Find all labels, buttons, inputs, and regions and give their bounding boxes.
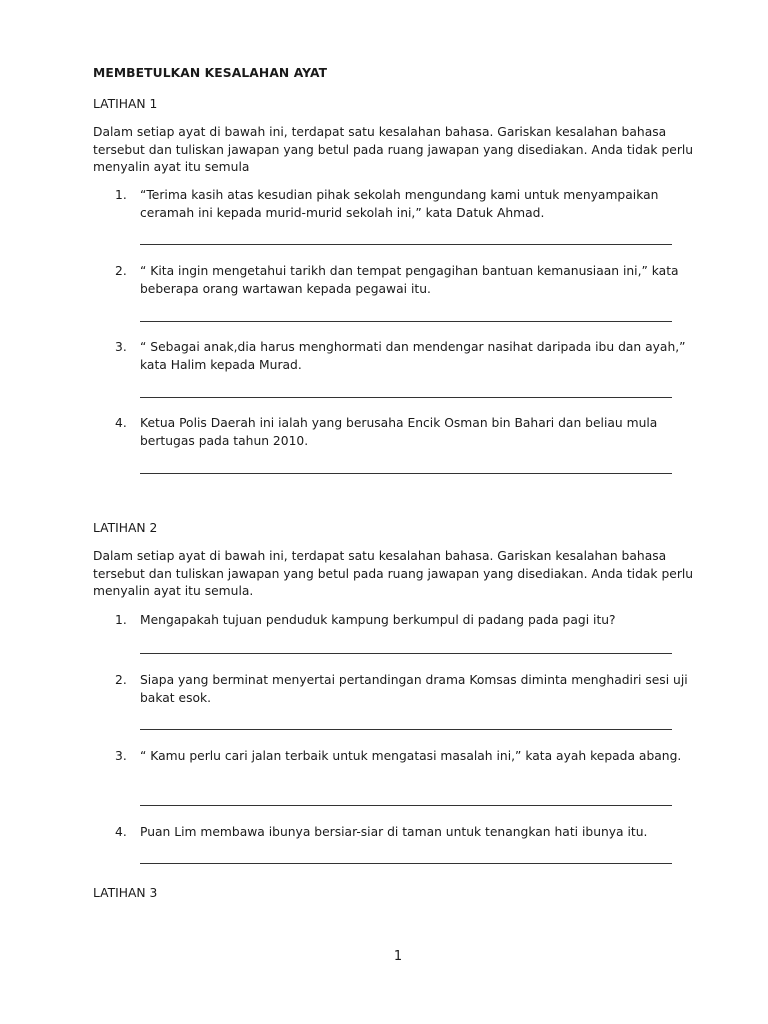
question-text: “ Kamu perlu cari jalan terbaik untuk mengatasi masalah ini,” kata ayah kepada abang. xyxy=(140,749,682,763)
question-number: 4. xyxy=(115,825,127,839)
question-number: 2. xyxy=(115,673,127,687)
latihan-2-answer-line-3[interactable] xyxy=(140,805,672,806)
latihan-2-answer-line-1[interactable] xyxy=(140,653,672,654)
latihan-1-instruction: Dalam setiap ayat di bawah ini, terdapat satu kesalahan bahasa. Gariskan kesalahan bahasa tersebut dan tuliskan jawapan yang betul pada ruang jawapan yang disediakan. Anda tidak perlu menyalin ayat itu semula xyxy=(93,125,694,174)
question-text: “ Sebagai anak,dia harus menghormati dan mendengar nasihat daripada ibu dan ayah,” kata Halim kepada Murad. xyxy=(140,340,686,372)
question-number: 1. xyxy=(115,188,127,202)
page-title: MEMBETULKAN KESALAHAN AYAT xyxy=(93,66,328,80)
question-text: Mengapakah tujuan penduduk kampung berkumpul di padang pada pagi itu? xyxy=(140,613,616,627)
question-number: 3. xyxy=(115,749,127,763)
latihan-1-answer-line-1[interactable] xyxy=(140,244,672,245)
question-text: Siapa yang berminat menyertai pertandingan drama Komsas diminta menghadiri sesi uji bakat esok. xyxy=(140,673,688,705)
question-text: “ Kita ingin mengetahui tarikh dan tempat pengagihan bantuan kemanusiaan ini,” kata beberapa orang wartawan kepada pegawai itu. xyxy=(140,264,679,296)
question-number: 2. xyxy=(115,264,127,278)
latihan-2-instruction: Dalam setiap ayat di bawah ini, terdapat satu kesalahan bahasa. Gariskan kesalahan bahasa tersebut dan tuliskan jawapan yang betul pada ruang jawapan yang disediakan. Anda tidak perlu menyalin ayat itu semula. xyxy=(93,549,694,598)
question-text: Ketua Polis Daerah ini ialah yang berusaha Encik Osman bin Bahari dan beliau mula bertugas pada tahun 2010. xyxy=(140,416,658,448)
latihan-1-answer-line-4[interactable] xyxy=(140,473,672,474)
latihan-3-heading: LATIHAN 3 xyxy=(93,886,158,900)
question-number: 3. xyxy=(115,340,127,354)
question-text: “Terima kasih atas kesudian pihak sekolah mengundang kami untuk menyampaikan ceramah ini kepada murid-murid sekolah ini,” kata Datuk Ahmad. xyxy=(140,188,659,220)
latihan-1-answer-line-3[interactable] xyxy=(140,397,672,398)
latihan-2-heading: LATIHAN 2 xyxy=(93,521,158,535)
latihan-1-answer-line-2[interactable] xyxy=(140,321,672,322)
latihan-2-answer-line-2[interactable] xyxy=(140,729,672,730)
latihan-1-heading: LATIHAN 1 xyxy=(93,97,158,111)
page-number: 1 xyxy=(393,949,403,964)
latihan-2-answer-line-4[interactable] xyxy=(140,863,672,864)
question-number: 4. xyxy=(115,416,127,430)
question-number: 1. xyxy=(115,613,127,627)
question-text: Puan Lim membawa ibunya bersiar-siar di taman untuk tenangkan hati ibunya itu. xyxy=(140,825,648,839)
